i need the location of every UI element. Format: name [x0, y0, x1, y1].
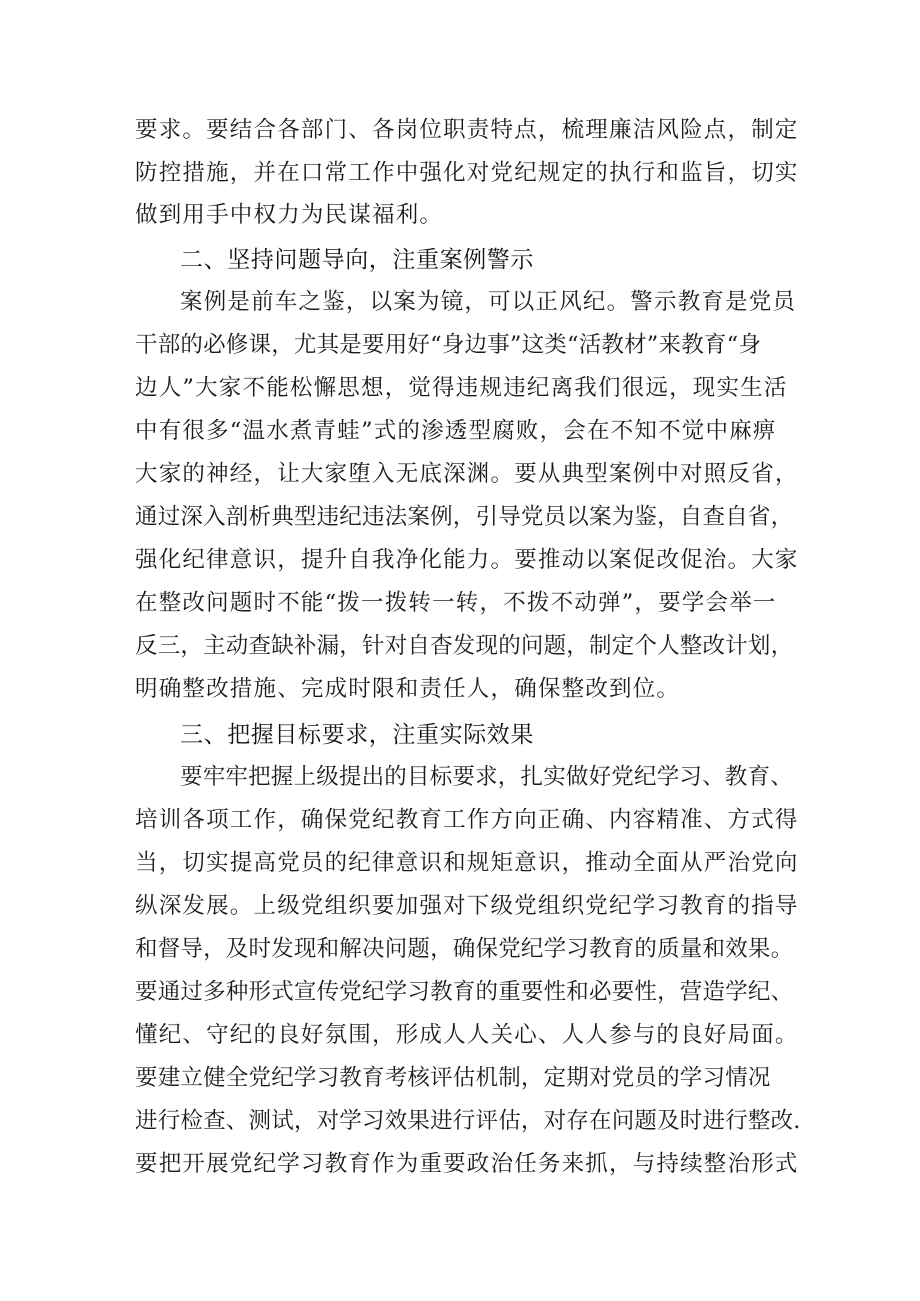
paragraph-2-line: 在整改问题时不能“拨一拨转一转，不拨不动弹”，要学会举一	[135, 590, 777, 616]
paragraph-3-line: 要牢牢把握上级提出的目标要求，扎实做好党纪学习、教育、	[180, 764, 793, 790]
paragraph-1-line: 防控措施，并在口常工作中强化对党纪规定的执行和监旨，切实	[135, 160, 799, 186]
paragraph-2-line: 反三，主动查缺补漏，针对自杳发现的问题，制定个人整改计划，	[135, 633, 794, 659]
paragraph-2-line: 干部的必修课，尤其是要用好“身边事”这类“活教材”来教育“身	[135, 332, 762, 358]
paragraph-3-line: 纵深发展。上级党组织要加强对下级党组织党纪学习教育的指导	[135, 893, 799, 919]
paragraph-3-line: 懂纪、守纪的良好氛围，形成人人关心、人人参与的良好局面。	[135, 1022, 799, 1048]
paragraph-2-line: 边人”大家不能松懈思想，觉得违规违纪离我们很远，现实生活	[135, 375, 788, 401]
section-heading-3: 三、把握目标要求，注重实际效果	[180, 722, 534, 748]
paragraph-1-line: 要求。要结合各部门、各岗位职责特点，梳理廉洁风险点，制定	[135, 117, 799, 143]
paragraph-2-line: 案例是前车之鉴，以案为镜，可以正风纪。警示教育是党员	[180, 289, 797, 315]
paragraph-2-line: 明确整改措施、完成时限和责任人，确保整改到位。	[135, 676, 681, 702]
section-heading-2: 二、坚持问题导向，注重案例警示	[180, 247, 534, 273]
paragraph-1-line: 做到用手中权力为民谋福利。	[135, 202, 444, 228]
paragraph-2-line: 通过深入剖析典型违纪违法案例，引导党员以案为鉴，自查自省，	[135, 504, 794, 530]
paragraph-2-line: 中有很多“温水煮青蛙”式的渗透型腐败，会在不知不觉中麻痹	[135, 418, 777, 444]
paragraph-3-line: 和督导，及时发现和解决问题，确保党纪学习教育的质量和效果。	[135, 936, 794, 962]
paragraph-3-line: 当，切实提高党员的纪律意识和规矩意识，推动全面从严治党向	[135, 850, 799, 876]
paragraph-2-line: 强化纪律意识，提升自我净化能力。要推动以案促改促治。大家	[135, 547, 799, 573]
paragraph-3-line: 要通过多种形式宣传党纪学习教育的重要性和必要性，营造学纪、	[135, 979, 794, 1005]
paragraph-2-line: 大家的神经，让大家堕入无底深渊。要从典型案例中对照反省，	[135, 461, 799, 487]
paragraph-3-line: 培训各项工作，确保党纪教育工作方向正确、内容精准、方式得	[135, 807, 799, 833]
paragraph-3-line: 要把开展党纪学习教育作为重要政治任务来抓，与持续整治形式	[135, 1151, 799, 1177]
paragraph-3-line: 要建立健全党纪学习教育考核评估机制，定期对党员的学习情况	[135, 1065, 771, 1091]
paragraph-3-line: 进行检查、测试，对学习效果进行评估，对存在问题及时进行整改.	[135, 1108, 801, 1134]
